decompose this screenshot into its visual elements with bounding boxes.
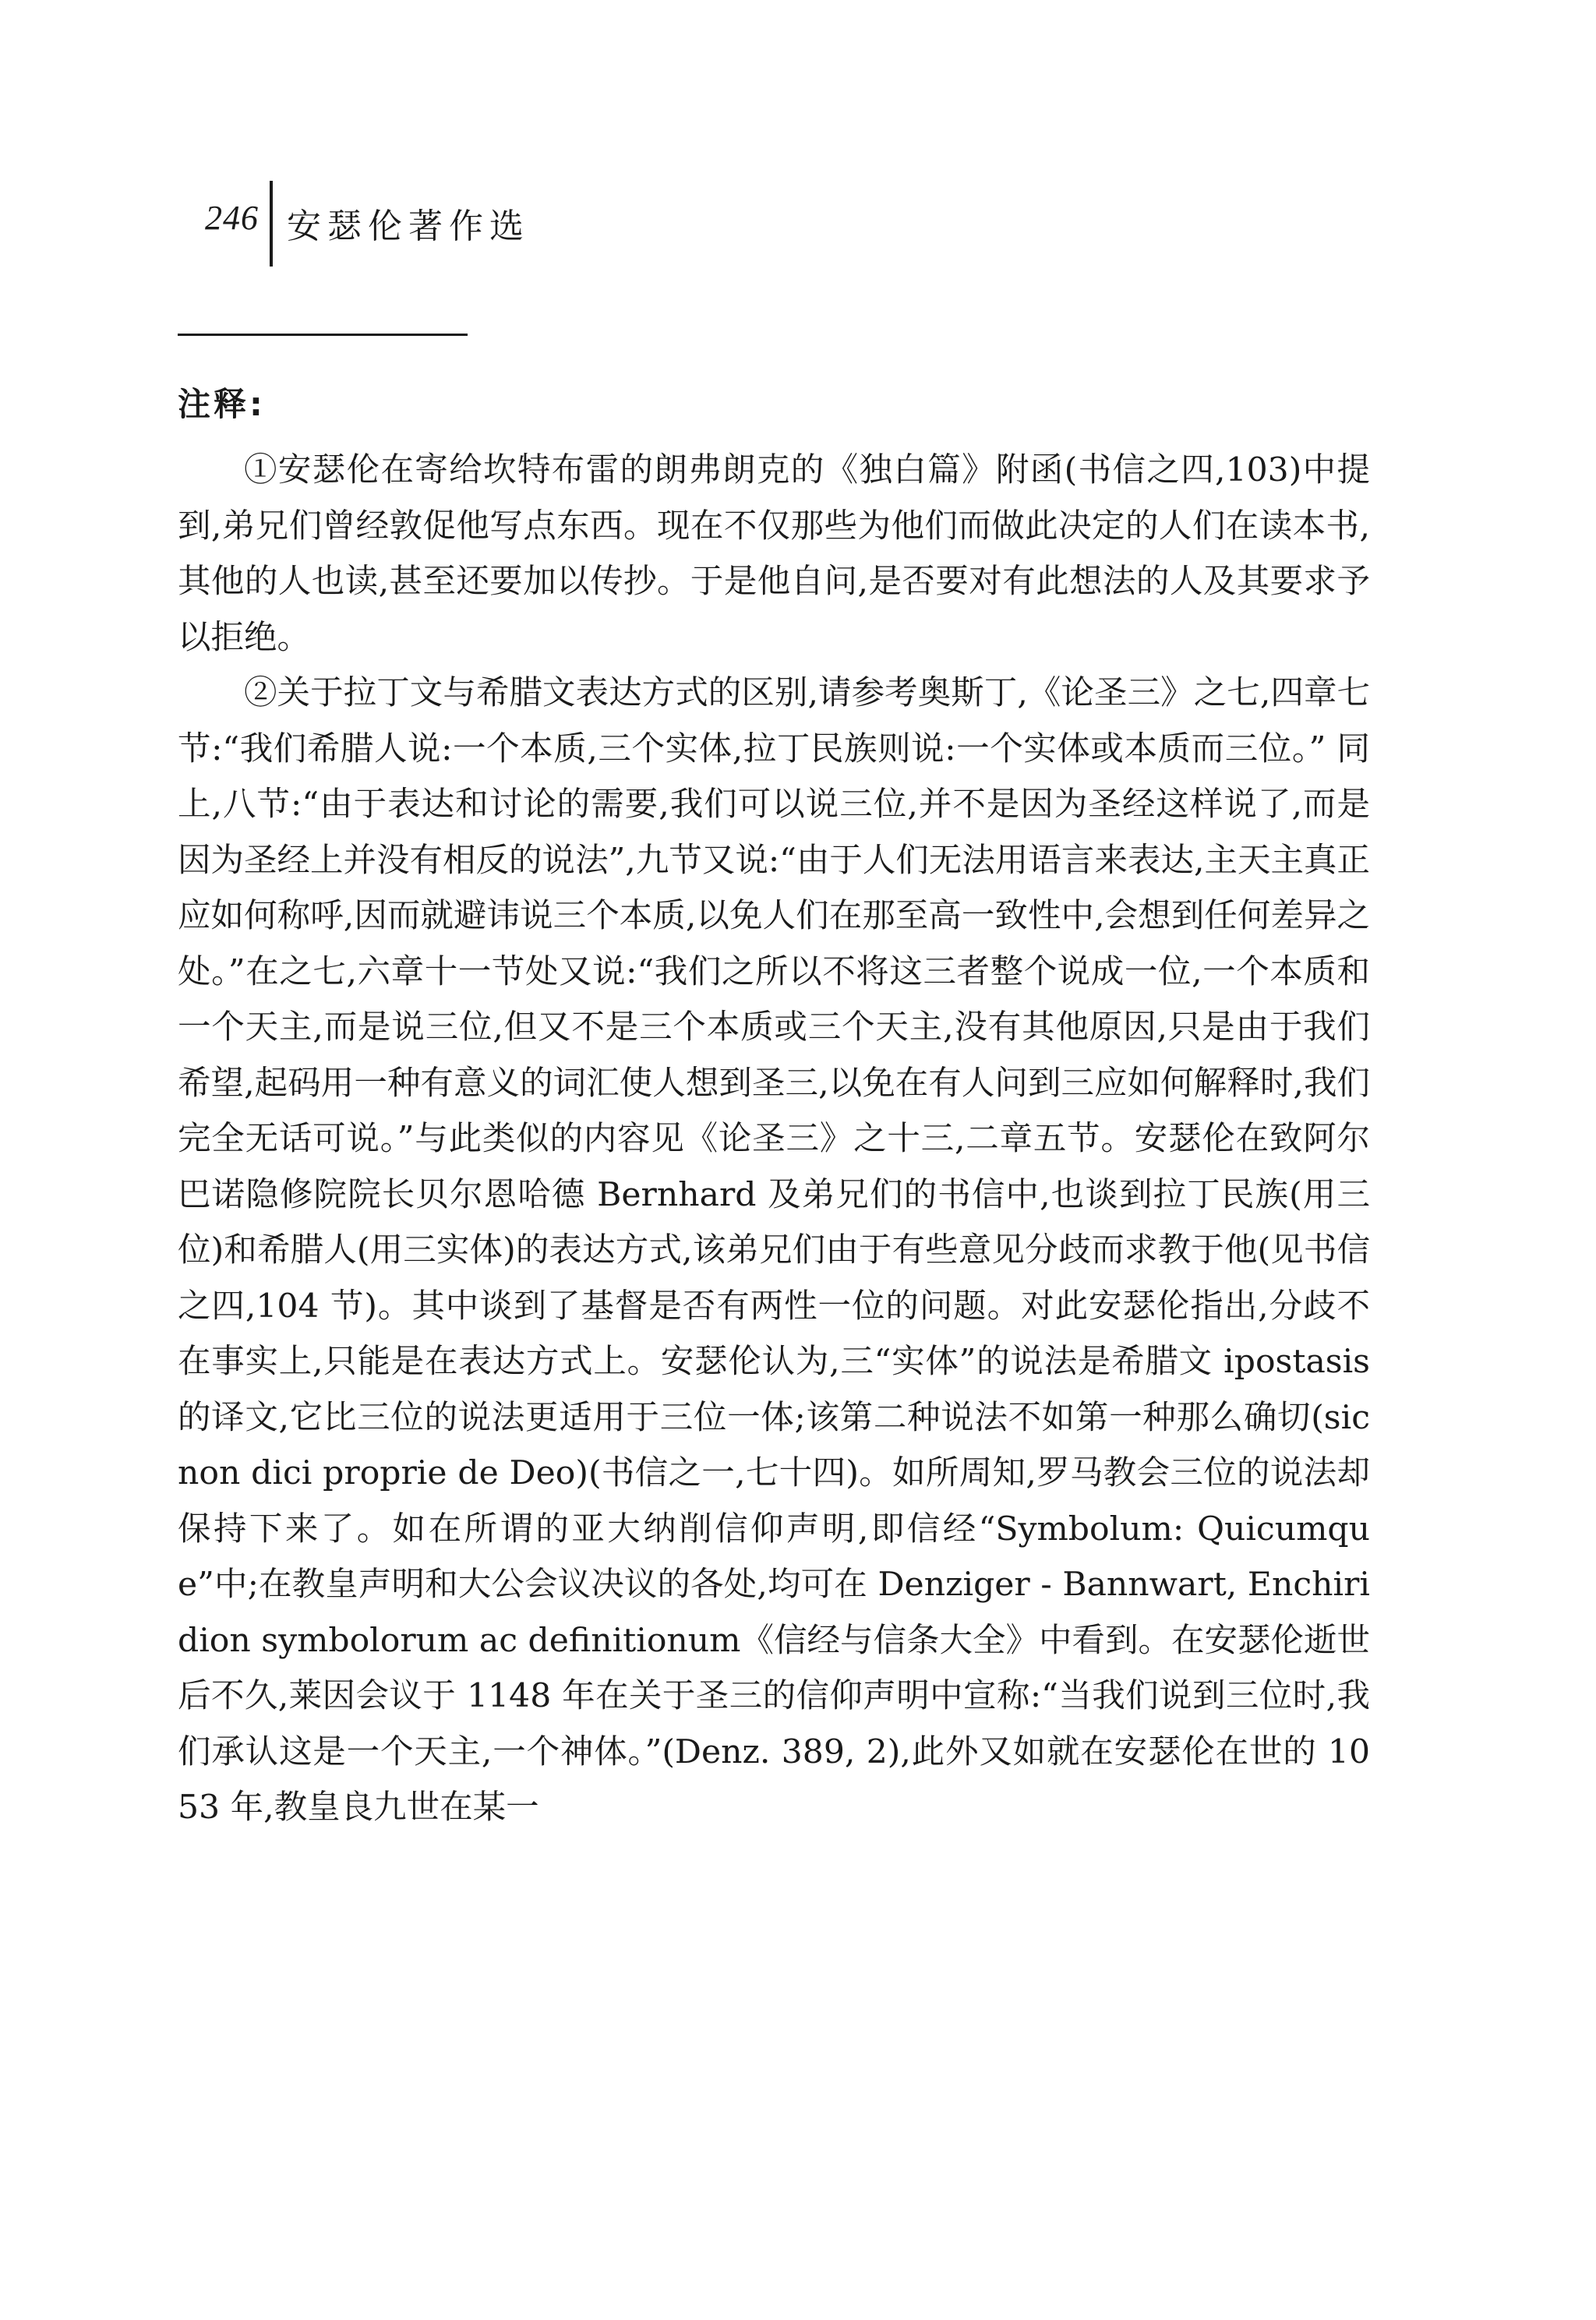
- note-2: ②关于拉丁文与希腊文表达方式的区别,请参考奥斯丁,《论圣三》之七,四章七节:“我们希腊人说:一个本质,三个实体,拉丁民族则说:一个实体或本质而三位。” 同上,八节:“由于表达和讨论的需要,我们可以说三位,并不是因为圣经这样说了,而是因为圣经上并没有相反的说法”,九节又说:“由于人们无法用语言来表达,主天主真正应如何称呼,因而就避讳说三个本质,以免人们在那至高一致性中,会想到任何差异之处。”在之七,六章十一节处又说:“我们之所以不将这三者整个说成一位,一个本质和一个天主,而是说三位,但又不是三个本质或三个天主,没有其他原因,只是由于我们希望,起码用一种有意义的词汇使人想到圣三,以免在有人问到三应如何解释时,我们完全无话可说。”与此类似的内容见《论圣三》之十三,二章五节。安瑟伦在致阿尔巴诺隐修院院长贝尔恩哈德 Bernhard 及弟兄们的书信中,也谈到拉丁民族(用三位)和希腊人(用三实体)的表达方式,该弟兄们由于有些意见分歧而求教于他(见书信之四,104 节)。其中谈到了基督是否有两性一位的问题。对此安瑟伦指出,分歧不在事实上,只能是在表达方式上。安瑟伦认为,三“实体”的说法是希腊文 ipostasis 的译文,它比三位的说法更适用于三位一体;该第二种说法不如第一种那么确切(sic non dici proprie de Deo)(书信之一,七十四)。如所周知,罗马教会三位的说法却保持下来了。如在所谓的亚大纳削信仰声明,即信经“Symbolum: Quicumque”中;在教皇声明和大公会议决议的各处,均可在 Denziger - Bannwart, Enchiridion symbolorum ac definitionum《信经与信条大全》中看到。在安瑟伦逝世后不久,莱因会议于 1148 年在关于圣三的信仰声明中宣称:“当我们说到三位时,我们承认这是一个天主,一个神体。”(Denz. 389, 2),此外又如就在安瑟伦在世的 1053 年,教皇良九世在某一: [178, 674, 1370, 1827]
- notes-heading: 注释:: [178, 385, 266, 423]
- book-title: 安瑟伦著作选: [287, 207, 530, 246]
- footnote-separator: [178, 334, 468, 336]
- page-number: 246: [205, 199, 259, 237]
- notes-body: [178, 443, 1370, 1836]
- header-divider: [270, 181, 273, 267]
- note-1: ①安瑟伦在寄给坎特布雷的朗弗朗克的《独白篇》附函(书信之四,103)中提到,弟兄们曾经敦促他写点东西。现在不仅那些为他们而做此决定的人们在读本书,其他的人也读,甚至还要加以传抄。于是他自问,是否要对有此想法的人及其要求予以拒绝。: [178, 451, 1370, 657]
